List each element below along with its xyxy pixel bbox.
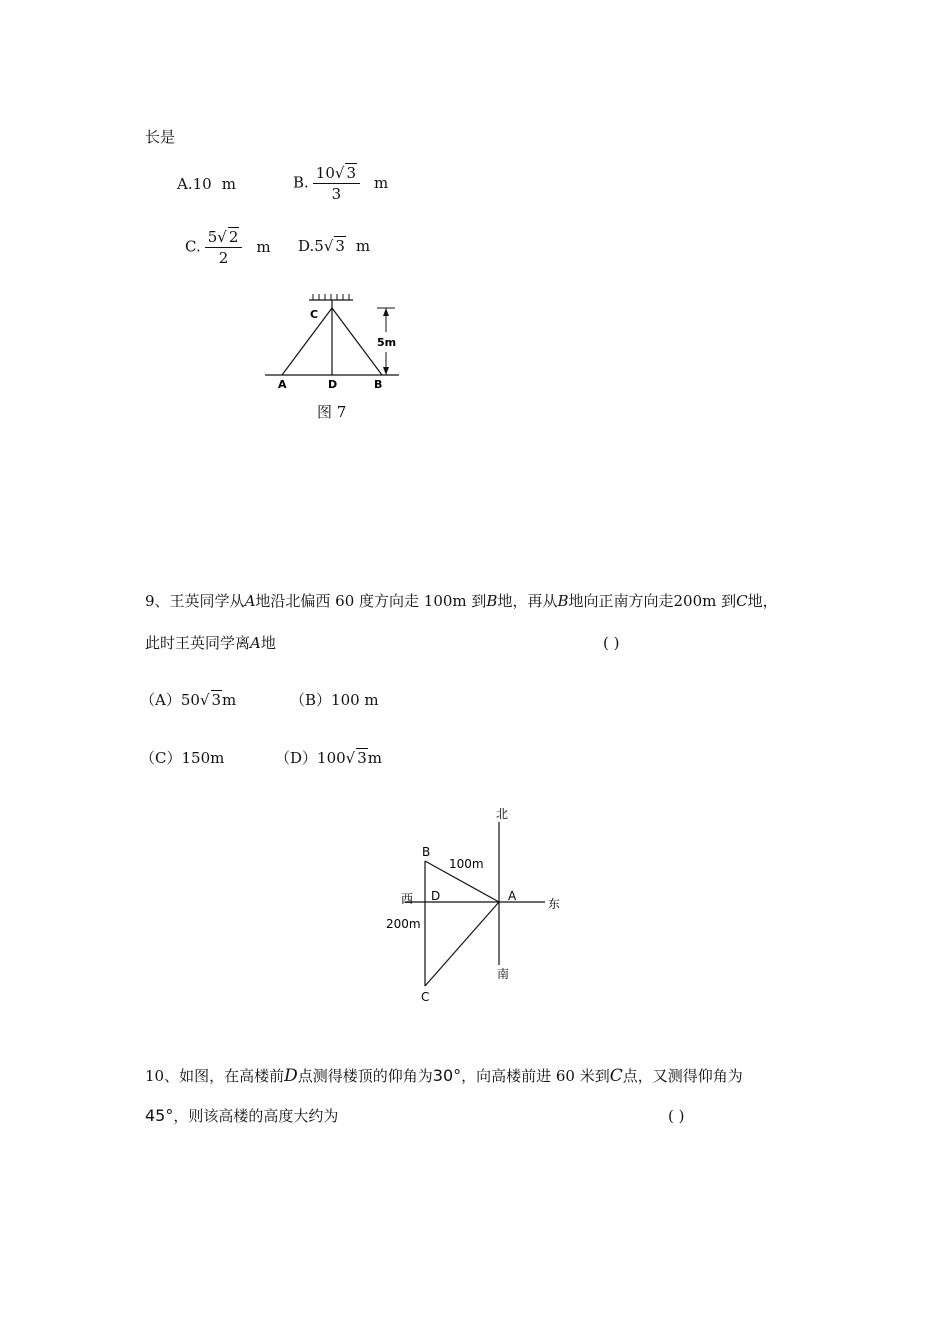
q9-option-a: （A）50√ 3m (140, 691, 237, 709)
label-bc: 200m (386, 917, 421, 931)
label-b: B (422, 845, 431, 859)
q8-option-a: A.10 m (177, 175, 236, 193)
q8-tail-text: 长是 (145, 128, 176, 146)
label-west: 西 (401, 892, 414, 906)
q9-option-b: （B）100 m (290, 691, 379, 709)
label-a: A (508, 889, 517, 903)
q10-answer-paren: ( ) (668, 1107, 685, 1125)
label-c: C (421, 990, 430, 1004)
q8-option-d: D.5√ 3 m (298, 237, 371, 255)
q10-stem-line2: 45°，则该高楼的高度大约为 (145, 1106, 339, 1125)
fraction: $\frac{10√ 3}{3}$ (313, 163, 360, 204)
figure-7-diagram (255, 288, 415, 398)
label-east: 东 (548, 897, 561, 911)
q8-option-c: C. $\frac{5√ 2}{2}$ m (185, 228, 271, 267)
q9-option-c: （C）150m (140, 749, 225, 767)
q8-option-b: B. $\frac{10√ 3}{3}$ m (293, 164, 389, 203)
label-c: C (310, 308, 319, 321)
label-d: D (328, 378, 338, 391)
label-a: A (278, 378, 287, 391)
figure-7-caption: 图 7 (317, 403, 347, 421)
fraction: $\frac{5√ 2}{2}$ (205, 227, 243, 268)
q9-answer-paren: ( ) (603, 634, 620, 652)
q9-compass-diagram (380, 800, 570, 1010)
q9-stem-line1: 9、王英同学从A地沿北偏西 60 度方向走 100m 到B地，再从B地向正南方向走200m 到C地， (145, 592, 778, 610)
label-ab: 100m (449, 857, 484, 871)
label-5m: 5m (377, 336, 397, 349)
q10-stem-line1: 10、如图，在高楼前D点测得楼顶的仰角为30°，向高楼前进 60 米到C点，又测得仰角为 (145, 1066, 743, 1086)
label-north: 北 (496, 807, 509, 821)
q9-stem-line2: 此时王英同学离A地 (145, 634, 276, 652)
label-south: 南 (497, 967, 510, 981)
q9-option-d: （D）100√ 3m (275, 749, 383, 767)
label-b: B (374, 378, 383, 391)
label-d: D (431, 889, 441, 903)
